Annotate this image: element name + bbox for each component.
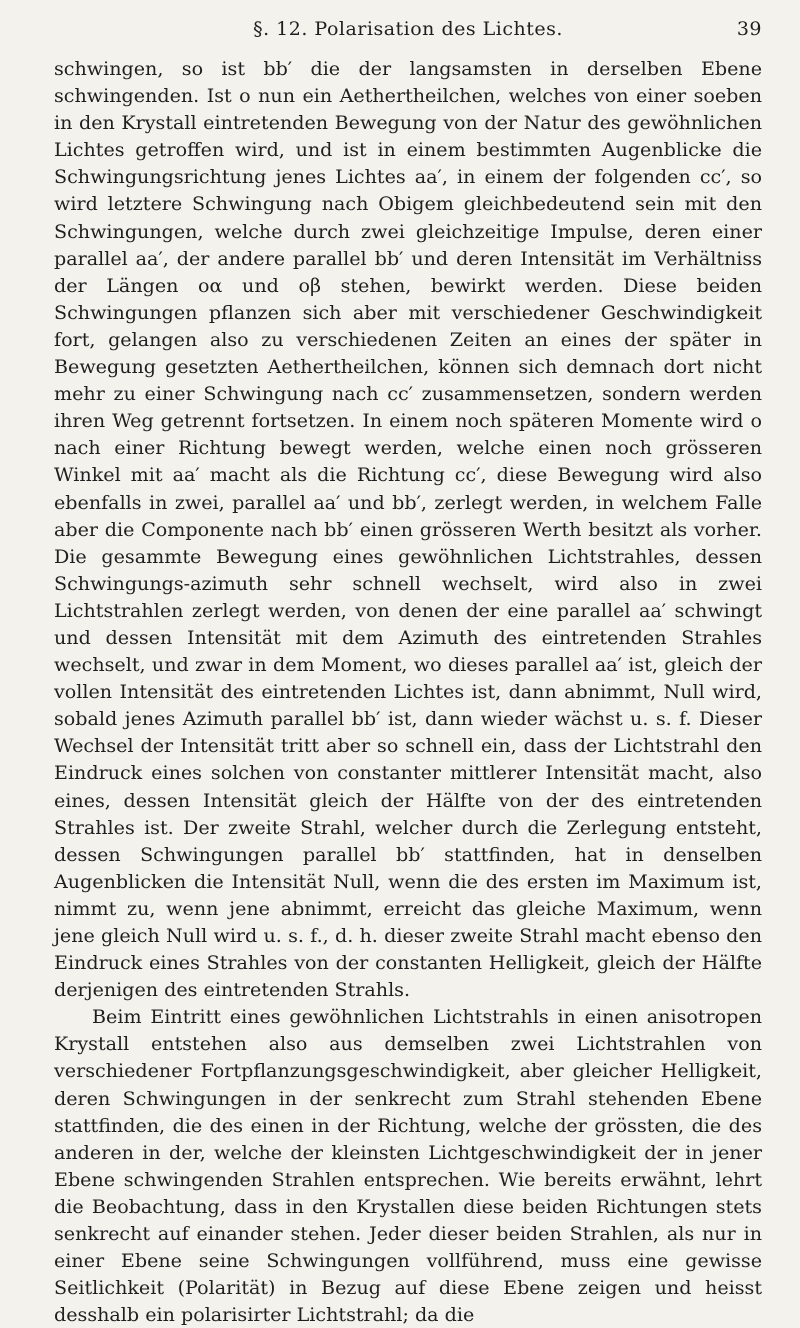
body-text — [54, 55, 762, 1328]
paragraph: Beim Eintritt eines gewöhnlichen Lichtstrahls in einen anisotropen Krystall entstehen also aus demselben zwei Lichtstrahlen von verschiedener Fortpflanzungsgeschwindigkeit, aber gleicher Helligkeit, deren Schwingungen in der senkrecht zum Strahl stehenden Ebene stattfinden, die des einen in der Richtung, welche der grössten, die des anderen in der, welche der kleinsten Lichtgeschwindigkeit der in jener Ebene schwingenden Strahlen entsprechen. Wie bereits erwähnt, lehrt die Beobachtung, dass in den Krystallen diese beiden Richtungen stets senkrecht auf einander stehen. Jeder dieser beiden Strahlen, als nur in einer Ebene seine Schwingungen vollführend, muss eine gewisse Seitlichkeit (Polarität) in Bezug auf diese Ebene zeigen und heisst desshalb ein polarisirter Lichtstrahl; da die — [54, 1005, 762, 1327]
paragraph: schwingen, so ist bb′ die der langsamsten in derselben Ebene schwingenden. Ist o nun ein Aethertheilchen, welches von einer soeben in den Krystall eintretenden Bewegung von der Natur des gewöhnlichen Lichtes getroffen wird, und ist in einem bestimmten Augenblicke die Schwingungsrichtung jenes Lichtes aa′, in einem der folgenden cc′, so wird letztere Schwingung nach Obigem gleichbedeutend sein mit den Schwingungen, welche durch zwei gleichzeitige Impulse, deren einer parallel aa′, der andere parallel bb′ und deren Intensität im Verhältniss der Längen oα und oβ stehen, bewirkt werden. Diese beiden Schwingungen pflanzen sich aber mit verschiedener Geschwindigkeit fort, gelangen also zu verschiedenen Zeiten an eines der später in Bewegung gesetzten Aethertheilchen, können sich demnach dort nicht mehr zu einer Schwingung nach cc′ zusammensetzen, sondern werden ihren Weg getrennt fortsetzen. In einem noch späteren Momente wird o nach einer Richtung bewegt werden, welche einen noch grösseren Winkel mit aa′ macht als die Richtung cc′, diese Bewegung wird also ebenfalls in zwei, parallel aa′ und bb′, zerlegt werden, in welchem Falle aber die Componente nach bb′ einen grösseren Werth besitzt als vorher. Die gesammte Bewegung eines gewöhnlichen Lichtstrahles, dessen Schwingungs-azimuth sehr schnell wechselt, wird also in zwei Lichtstrahlen zerlegt werden, von denen der eine parallel aa′ schwingt und dessen Intensität mit dem Azimuth des eintretenden Strahles wechselt, und zwar in dem Moment, wo dieses parallel aa′ ist, gleich der vollen Intensität des eintretenden Lichtes ist, dann abnimmt, Null wird, sobald jenes Azimuth parallel bb′ ist, dann wieder wächst u. s. f. Dieser Wechsel der Intensität tritt aber so schnell ein, dass der Lichtstrahl den Eindruck eines solchen von constanter mittlerer Intensität macht, also eines, dessen Intensität gleich der Hälfte von der des eintretenden Strahles ist. Der zweite Strahl, welcher durch die Zerlegung entsteht, dessen Schwingungen parallel bb′ stattfinden, hat in denselben Augenblicken die Intensität Null, wenn die des ersten im Maximum ist, nimmt zu, wenn jene abnimmt, erreicht das gleiche Maximum, wenn jene gleich Null wird u. s. f., d. h. dieser zweite Strahl macht ebenso den Eindruck eines Strahles von der constanten Helligkeit, gleich der Hälfte derjenigen des eintretenden Strahls. — [54, 57, 762, 1002]
page-number: 39 — [736, 18, 762, 40]
header-title: §. 12. Polarisation des Lichtes. — [253, 18, 563, 40]
running-header — [54, 18, 762, 48]
